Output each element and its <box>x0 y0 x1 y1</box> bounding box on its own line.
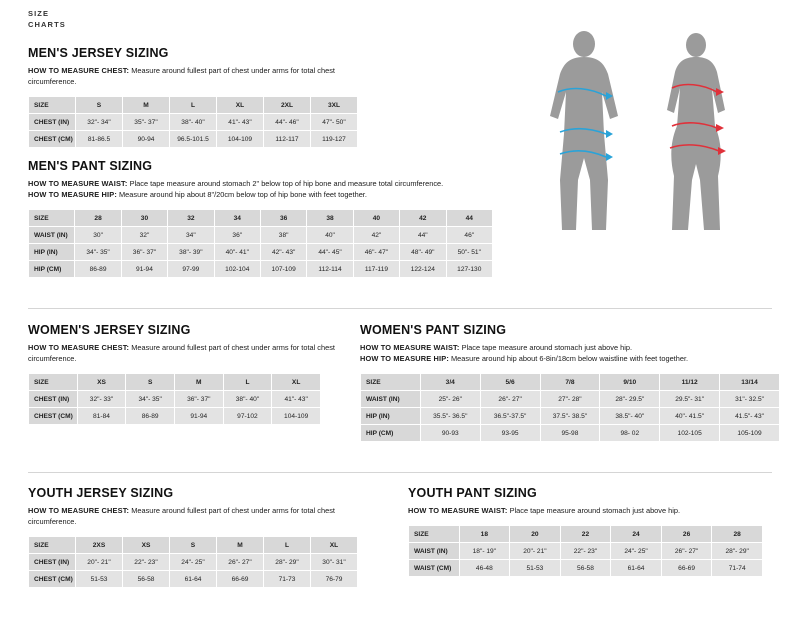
cell: 36.5"-37.5" <box>480 408 540 425</box>
table-row <box>29 114 358 131</box>
th-28: 28 <box>712 526 763 543</box>
cell: 36"- 37" <box>174 391 223 408</box>
th-11-12: 11/12 <box>660 374 720 391</box>
cell: 40"- 41" <box>214 244 260 261</box>
cell: 104-109 <box>272 408 321 425</box>
section-divider-2 <box>28 472 772 473</box>
cell: 96.5-101.5 <box>170 131 217 148</box>
cell: 37.5"- 38.5" <box>540 408 600 425</box>
cell: 30" <box>75 227 121 244</box>
th-2xl: 2XL <box>264 97 311 114</box>
cell: 44" <box>400 227 446 244</box>
cell: 20"- 21" <box>510 543 561 560</box>
table-row <box>29 391 321 408</box>
table-row <box>29 261 493 278</box>
cell: 42" <box>353 227 399 244</box>
row-label: WAIST (IN) <box>409 543 460 560</box>
instruction-text: Measure around hip about 6-8in/18cm below waistline with feet together. <box>448 354 689 363</box>
cell: 38"- 40" <box>170 114 217 131</box>
th-size: SIZE <box>29 537 76 554</box>
womens-jersey-table <box>28 373 321 425</box>
page-title <box>28 8 66 30</box>
instruction-text: Measure around hip about 8"/20cm below top of hip bone with feet together. <box>116 190 367 199</box>
cell: 81-84 <box>77 408 126 425</box>
instruction-label: HOW TO MEASURE CHEST: <box>28 506 130 515</box>
cell: 97-102 <box>223 408 272 425</box>
table-header-row <box>29 97 358 114</box>
th-30: 30 <box>121 210 167 227</box>
cell: 95-98 <box>540 425 600 442</box>
youth-jersey-table <box>28 536 358 588</box>
th-28: 28 <box>75 210 121 227</box>
cell: 51-53 <box>76 571 123 588</box>
cell: 18"- 19" <box>459 543 510 560</box>
section-heading: MEN'S JERSEY SIZING <box>28 46 169 60</box>
cell: 24"- 25" <box>611 543 662 560</box>
cell: 41.5"- 43" <box>720 408 780 425</box>
th-l: L <box>170 97 217 114</box>
cell: 32" <box>121 227 167 244</box>
section-youth-pant-sizing <box>408 486 768 577</box>
cell: 34"- 35" <box>75 244 121 261</box>
cell: 112-114 <box>307 261 353 278</box>
instruction-label: HOW TO MEASURE HIP: <box>360 354 449 363</box>
th-size: SIZE <box>361 374 421 391</box>
section-heading: MEN'S PANT SIZING <box>28 159 153 173</box>
table-row <box>409 560 763 577</box>
th-5-6: 5/6 <box>480 374 540 391</box>
cell: 24"- 25" <box>170 554 217 571</box>
cell: 91-94 <box>174 408 223 425</box>
row-label: HIP (IN) <box>361 408 421 425</box>
cell: 50"- 51" <box>446 244 492 261</box>
instruction-text: Measure around fullest part of chest under arms for total chest circumference. <box>28 506 335 526</box>
th-s: S <box>170 537 217 554</box>
th-13-14: 13/14 <box>720 374 780 391</box>
womens-pant-table <box>360 373 780 442</box>
table-row <box>29 131 358 148</box>
instruction-line <box>360 353 780 364</box>
instruction-label: HOW TO MEASURE WAIST: <box>408 506 508 515</box>
row-label: HIP (IN) <box>29 244 75 261</box>
male-body-diagram <box>550 31 618 230</box>
th-l: L <box>264 537 311 554</box>
cell: 86-89 <box>126 408 175 425</box>
th-9-10: 9/10 <box>600 374 660 391</box>
row-label: CHEST (IN) <box>29 391 78 408</box>
cell: 41"- 43" <box>217 114 264 131</box>
page-title-line-2: CHARTS <box>28 20 66 29</box>
cell: 105-109 <box>720 425 780 442</box>
table-row <box>409 543 763 560</box>
instruction-text: Measure around fullest part of chest under arms for total chest circumference. <box>28 343 335 363</box>
table-row <box>361 391 780 408</box>
cell: 61-64 <box>170 571 217 588</box>
cell: 51-53 <box>510 560 561 577</box>
instruction-line <box>28 65 378 87</box>
cell: 127-130 <box>446 261 492 278</box>
th-xs: XS <box>123 537 170 554</box>
th-m: M <box>174 374 223 391</box>
cell: 28"- 29" <box>712 543 763 560</box>
th-32: 32 <box>168 210 214 227</box>
cell: 29.5"- 31" <box>660 391 720 408</box>
th-l: L <box>223 374 272 391</box>
instruction-label: HOW TO MEASURE CHEST: <box>28 66 130 75</box>
cell: 112-117 <box>264 131 311 148</box>
cell: 42"- 43" <box>260 244 306 261</box>
instruction-line <box>28 342 348 364</box>
instruction-line <box>28 189 518 200</box>
row-label: HIP (CM) <box>29 261 75 278</box>
cell: 38"- 39" <box>168 244 214 261</box>
section-divider-1 <box>28 308 772 309</box>
th-18: 18 <box>459 526 510 543</box>
table-header-row <box>29 210 493 227</box>
cell: 36" <box>214 227 260 244</box>
table-header-row <box>29 537 358 554</box>
instruction-label: HOW TO MEASURE WAIST: <box>28 179 128 188</box>
section-womens-jersey-sizing <box>28 323 348 425</box>
th-40: 40 <box>353 210 399 227</box>
row-label: CHEST (IN) <box>29 114 76 131</box>
section-heading: YOUTH PANT SIZING <box>408 486 537 500</box>
cell: 47"- 50" <box>311 114 358 131</box>
cell: 81-86.5 <box>76 131 123 148</box>
th-26: 26 <box>661 526 712 543</box>
cell: 34"- 35" <box>126 391 175 408</box>
cell: 36"- 37" <box>121 244 167 261</box>
section-womens-pant-sizing <box>360 323 780 442</box>
section-mens-jersey-sizing <box>28 46 378 148</box>
cell: 46"- 47" <box>353 244 399 261</box>
cell: 34" <box>168 227 214 244</box>
cell: 26"- 27" <box>217 554 264 571</box>
cell: 66-69 <box>217 571 264 588</box>
cell: 32"- 34" <box>76 114 123 131</box>
cell: 119-127 <box>311 131 358 148</box>
row-label: HIP (CM) <box>361 425 421 442</box>
th-s: S <box>76 97 123 114</box>
cell: 122-124 <box>400 261 446 278</box>
instruction-text: Place tape measure around stomach 2" below top of hip bone and measure total circumference. <box>127 179 444 188</box>
cell: 28"- 29.5" <box>600 391 660 408</box>
instruction-line <box>360 342 780 353</box>
th-22: 22 <box>560 526 611 543</box>
instruction-label: HOW TO MEASURE HIP: <box>28 190 117 199</box>
cell: 56-58 <box>123 571 170 588</box>
th-size: SIZE <box>29 374 78 391</box>
cell: 44"- 46" <box>264 114 311 131</box>
cell: 102-104 <box>214 261 260 278</box>
instruction-text: Measure around fullest part of chest under arms for total chest circumference. <box>28 66 335 86</box>
table-header-row <box>409 526 763 543</box>
cell: 41"- 43" <box>272 391 321 408</box>
cell: 26"- 27" <box>661 543 712 560</box>
body-diagrams-svg <box>520 30 780 270</box>
table-row <box>29 244 493 261</box>
th-xl: XL <box>311 537 358 554</box>
cell: 107-109 <box>260 261 306 278</box>
cell: 102-105 <box>660 425 720 442</box>
cell: 56-58 <box>560 560 611 577</box>
cell: 20"- 21" <box>76 554 123 571</box>
cell: 26"- 27" <box>480 391 540 408</box>
table-row <box>361 425 780 442</box>
table-row <box>29 571 358 588</box>
section-mens-pant-sizing <box>28 159 518 278</box>
section-heading: YOUTH JERSEY SIZING <box>28 486 174 500</box>
instruction-line <box>28 178 518 189</box>
th-m: M <box>123 97 170 114</box>
section-heading: WOMEN'S PANT SIZING <box>360 323 507 337</box>
cell: 27"- 28" <box>540 391 600 408</box>
instruction-text: Place tape measure around stomach just above hip. <box>459 343 633 352</box>
row-label: CHEST (CM) <box>29 408 78 425</box>
table-row <box>29 554 358 571</box>
th-xl: XL <box>217 97 264 114</box>
cell: 22"- 23" <box>560 543 611 560</box>
cell: 46" <box>446 227 492 244</box>
mens-pant-table <box>28 209 493 278</box>
cell: 86-89 <box>75 261 121 278</box>
section-youth-jersey-sizing <box>28 486 368 588</box>
cell: 61-64 <box>611 560 662 577</box>
th-2xs: 2XS <box>76 537 123 554</box>
th-34: 34 <box>214 210 260 227</box>
cell: 91-94 <box>121 261 167 278</box>
table-header-row <box>29 374 321 391</box>
cell: 38" <box>260 227 306 244</box>
cell: 90-94 <box>123 131 170 148</box>
cell: 40" <box>307 227 353 244</box>
th-xs: XS <box>77 374 126 391</box>
th-m: M <box>217 537 264 554</box>
cell: 28"- 29" <box>264 554 311 571</box>
row-label: CHEST (CM) <box>29 131 76 148</box>
table-header-row <box>361 374 780 391</box>
cell: 66-69 <box>661 560 712 577</box>
row-label: WAIST (IN) <box>29 227 75 244</box>
th-xl: XL <box>272 374 321 391</box>
th-42: 42 <box>400 210 446 227</box>
cell: 38.5"- 40" <box>600 408 660 425</box>
row-label: WAIST (CM) <box>409 560 460 577</box>
cell: 117-119 <box>353 261 399 278</box>
cell: 104-109 <box>217 131 264 148</box>
cell: 38"- 40" <box>223 391 272 408</box>
cell: 97-99 <box>168 261 214 278</box>
cell: 71-74 <box>712 560 763 577</box>
instruction-text: Place tape measure around stomach just above hip. <box>507 506 681 515</box>
cell: 32"- 33" <box>77 391 126 408</box>
cell: 93-95 <box>480 425 540 442</box>
table-row <box>29 408 321 425</box>
youth-pant-table <box>408 525 763 577</box>
instruction-line <box>408 505 768 516</box>
th-7-8: 7/8 <box>540 374 600 391</box>
cell: 22"- 23" <box>123 554 170 571</box>
instruction-label: HOW TO MEASURE CHEST: <box>28 343 130 352</box>
cell: 40"- 41.5" <box>660 408 720 425</box>
body-diagrams <box>520 30 780 270</box>
cell: 35.5"- 36.5" <box>420 408 480 425</box>
cell: 48"- 49" <box>400 244 446 261</box>
section-heading: WOMEN'S JERSEY SIZING <box>28 323 191 337</box>
cell: 46-48 <box>459 560 510 577</box>
cell: 44"- 45" <box>307 244 353 261</box>
th-size: SIZE <box>409 526 460 543</box>
table-row <box>29 227 493 244</box>
th-44: 44 <box>446 210 492 227</box>
cell: 30"- 31" <box>311 554 358 571</box>
cell: 31"- 32.5" <box>720 391 780 408</box>
cell: 25"- 26" <box>420 391 480 408</box>
th-size: SIZE <box>29 210 75 227</box>
th-s: S <box>126 374 175 391</box>
th-size: SIZE <box>29 97 76 114</box>
th-20: 20 <box>510 526 561 543</box>
instruction-line <box>28 505 368 527</box>
th-3-4: 3/4 <box>420 374 480 391</box>
row-label: CHEST (CM) <box>29 571 76 588</box>
table-row <box>361 408 780 425</box>
mens-jersey-table <box>28 96 358 148</box>
th-38: 38 <box>307 210 353 227</box>
cell: 90-93 <box>420 425 480 442</box>
cell: 76-79 <box>311 571 358 588</box>
page-title-line-1: SIZE <box>28 9 50 18</box>
row-label: WAIST (IN) <box>361 391 421 408</box>
cell: 98- 02 <box>600 425 660 442</box>
row-label: CHEST (IN) <box>29 554 76 571</box>
cell: 71-73 <box>264 571 311 588</box>
cell: 35"- 37" <box>123 114 170 131</box>
th-24: 24 <box>611 526 662 543</box>
th-36: 36 <box>260 210 306 227</box>
th-3xl: 3XL <box>311 97 358 114</box>
instruction-label: HOW TO MEASURE WAIST: <box>360 343 460 352</box>
